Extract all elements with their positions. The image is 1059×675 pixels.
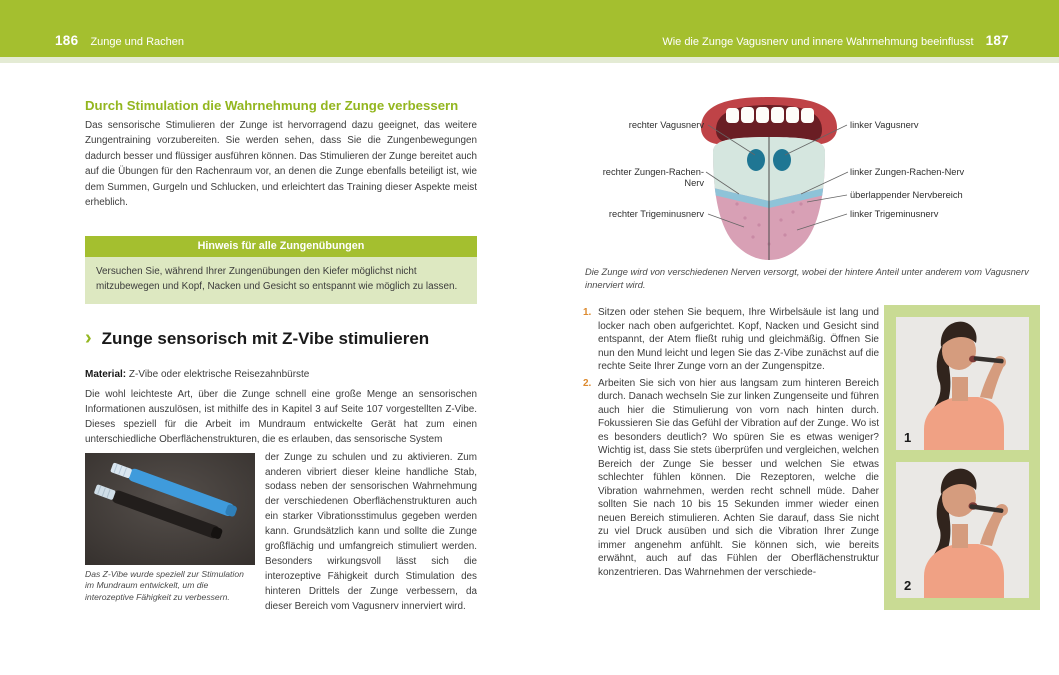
running-head-left: Zunge und Rachen [90, 36, 185, 48]
material-label: Material: [85, 369, 127, 380]
chevron-icon: › [85, 327, 92, 349]
material-value: Z-Vibe oder elektrische Reisezahnbürste [126, 369, 310, 380]
zvibe-figure [85, 453, 255, 604]
label-linker-zungen-rachen-nerv: linker Zungen-Rachen-Nerv [850, 167, 965, 177]
label-ueberlappender-nervbereich: überlappender Nervbereich [850, 190, 963, 200]
label-rechter-zungen-rachen-nerv: rechter Zungen-Rachen-Nerv [602, 167, 704, 188]
label-linker-vagusnerv: linker Vagusnerv [850, 120, 919, 130]
step-2-text: Arbeiten Sie sich von hier aus langsam zum hinteren Bereich durch. Danach wechseln Sie zur linken Zungenseite und führen auch hier die Stimulierung von vorn nach hinten durch. Fokussieren Sie das Gefühl der Vibration auf der Zunge. Wo ist es besonders deutlich? Wo spüren Sie es etwas weniger? Wichtig ist, dass Sie stets überprüfen und vergleichen, welchen Bereich der Zunge Sie besser und welchen Sie etwas schlechter fühlen können. Die Rezeptoren, welche die Vibration wahrnehmen, werden recht schnell müde. Daher sollten Sie nach 10 bis 15 Sekunden immer wieder einen neuen Bereich stimulieren. Achten Sie darauf, dass Sie nicht zu viel Druck ausüben und sich die Vibration Ihrer Zunge immer angenehm anfühlt. Sie können sich, wie bereits erwähnt, auch auf das Fühlen der Oberflächenstruktur konzentrieren. Das Wahrnehmen der verschiede- [598, 377, 879, 578]
material-line [85, 369, 477, 380]
zvibe-caption: Das Z-Vibe wurde speziell zur Stimulation im Mundraum entwickelt, um die interozeptive Fähigkeit zu verbessern. [85, 568, 244, 602]
header-right [662, 33, 1009, 48]
page-number-left: 186 [55, 33, 79, 48]
hint-box-body: Versuchen Sie, während Ihrer Zungenübungen den Kiefer möglichst nicht mitzubewegen und Kopf, Nacken und Gesicht so entspannt wie möglich zu lassen. [85, 257, 477, 304]
page-number-right: 187 [985, 33, 1009, 48]
step-1 [583, 306, 879, 374]
exercise-photo-panel [884, 305, 1040, 610]
header-left [55, 33, 184, 48]
step-2 [583, 377, 879, 580]
exercise-photo-1 [896, 317, 1029, 450]
step-1-number: 1. [583, 307, 592, 318]
label-linker-trigeminusnerv: linker Trigeminusnerv [850, 209, 939, 219]
intro-paragraph: Das sensorische Stimulieren der Zunge ist hervorragend dazu geeignet, das weitere Zungentraining vorzubereiten. Sie werden sehen, dass Sie die Zungenbewegungen dadurch besser und flüssiger ausführen können. Das Stimulieren der Zunge bereitet auch auf die Übungen für den Rachenraum vor, an denen die Zunge ebenfalls beteiligt ist, wie dem Summen, Gurgeln und Schlucken, und erleichtert das Training dieser Aspekte meist erheblich. [85, 120, 477, 209]
woman-with-zvibe-photo-2 [896, 462, 1029, 598]
section-heading-green: Durch Stimulation die Wahrnehmung der Zunge verbessern [85, 98, 459, 113]
exercise-body-top: Die wohl leichteste Art, über die Zunge schnell eine große Menge an sensorischen Informationen auszulösen, ist mithilfe des in Kapitel 3 auf Seite 107 vorgestellten Z-Vibe. Dieses speziell für die Arbeit im Mundraum entwickelte Gerät hat zum einen unterschiedliche Oberflächenstrukturen, die es erlauben, das sensorische System [85, 389, 477, 445]
hint-box-title: Hinweis für alle Zungenübungen [85, 236, 477, 257]
running-head-right: Wie die Zunge Vagusnerv und innere Wahrnehmung beeinflusst [662, 36, 974, 48]
exercise-body [85, 388, 477, 615]
photo-2-number: 2 [904, 578, 912, 593]
zvibe-photo [85, 453, 255, 565]
hint-box [85, 236, 477, 304]
exercise-photo-2 [896, 462, 1029, 598]
exercise-body-wrap: der Zunge zu schulen und zu aktivieren. Zum anderen vibriert dieser kleine handliche Stab, sodass neben der sensorischen Wahrnehmung der verschiedenen Oberflächenstrukturen auch ein starker Vibrationsstimulus gegeben werden kann. Grundsätzlich kann und sollte die Zunge großflächig und umfangreich stimuliert werden. Besonders wirkungsvoll lässt sich die interozeptive Fähigkeit durch Stimulation des hinteren Drittels der Zunge verbessern, da dieser Bereich vom Vagusnerv innerviert wird. [265, 451, 477, 612]
exercise-heading [85, 329, 485, 349]
tongue-nerve-diagram [585, 92, 1040, 264]
label-rechter-vagusnerv: rechter Vagusnerv [628, 120, 704, 130]
diagram-caption: Die Zunge wird von verschiedenen Nerven versorgt, wobei der hintere Anteil unter anderem vom Vagusnerv innerviert wird. [585, 267, 1029, 290]
exercise-heading-text: Zunge sensorisch mit Z-Vibe stimulieren [101, 329, 430, 348]
header-accent-strip [0, 57, 1059, 63]
step-2-number: 2. [583, 377, 592, 389]
step-1-text: Sitzen oder stehen Sie bequem, Ihre Wirbelsäule ist lang und locker nach oben aufgerichtet. Kopf, Nacken und Gesicht sind entspannt, der Atem fließt ruhig und gleichmäßig. Öffnen Sie nun den Mund leicht und legen Sie das Z-Vibe zunächst auf die rechte Seite Ihrer Zunge vorn an der Zungenspitze. [598, 307, 879, 372]
label-rechter-trigeminusnerv: rechter Trigeminusnerv [608, 209, 704, 219]
exercise-steps [583, 306, 879, 582]
page-header-bar [0, 0, 1059, 57]
photo-1-number: 1 [904, 430, 912, 445]
woman-with-zvibe-photo-1 [896, 317, 1029, 450]
